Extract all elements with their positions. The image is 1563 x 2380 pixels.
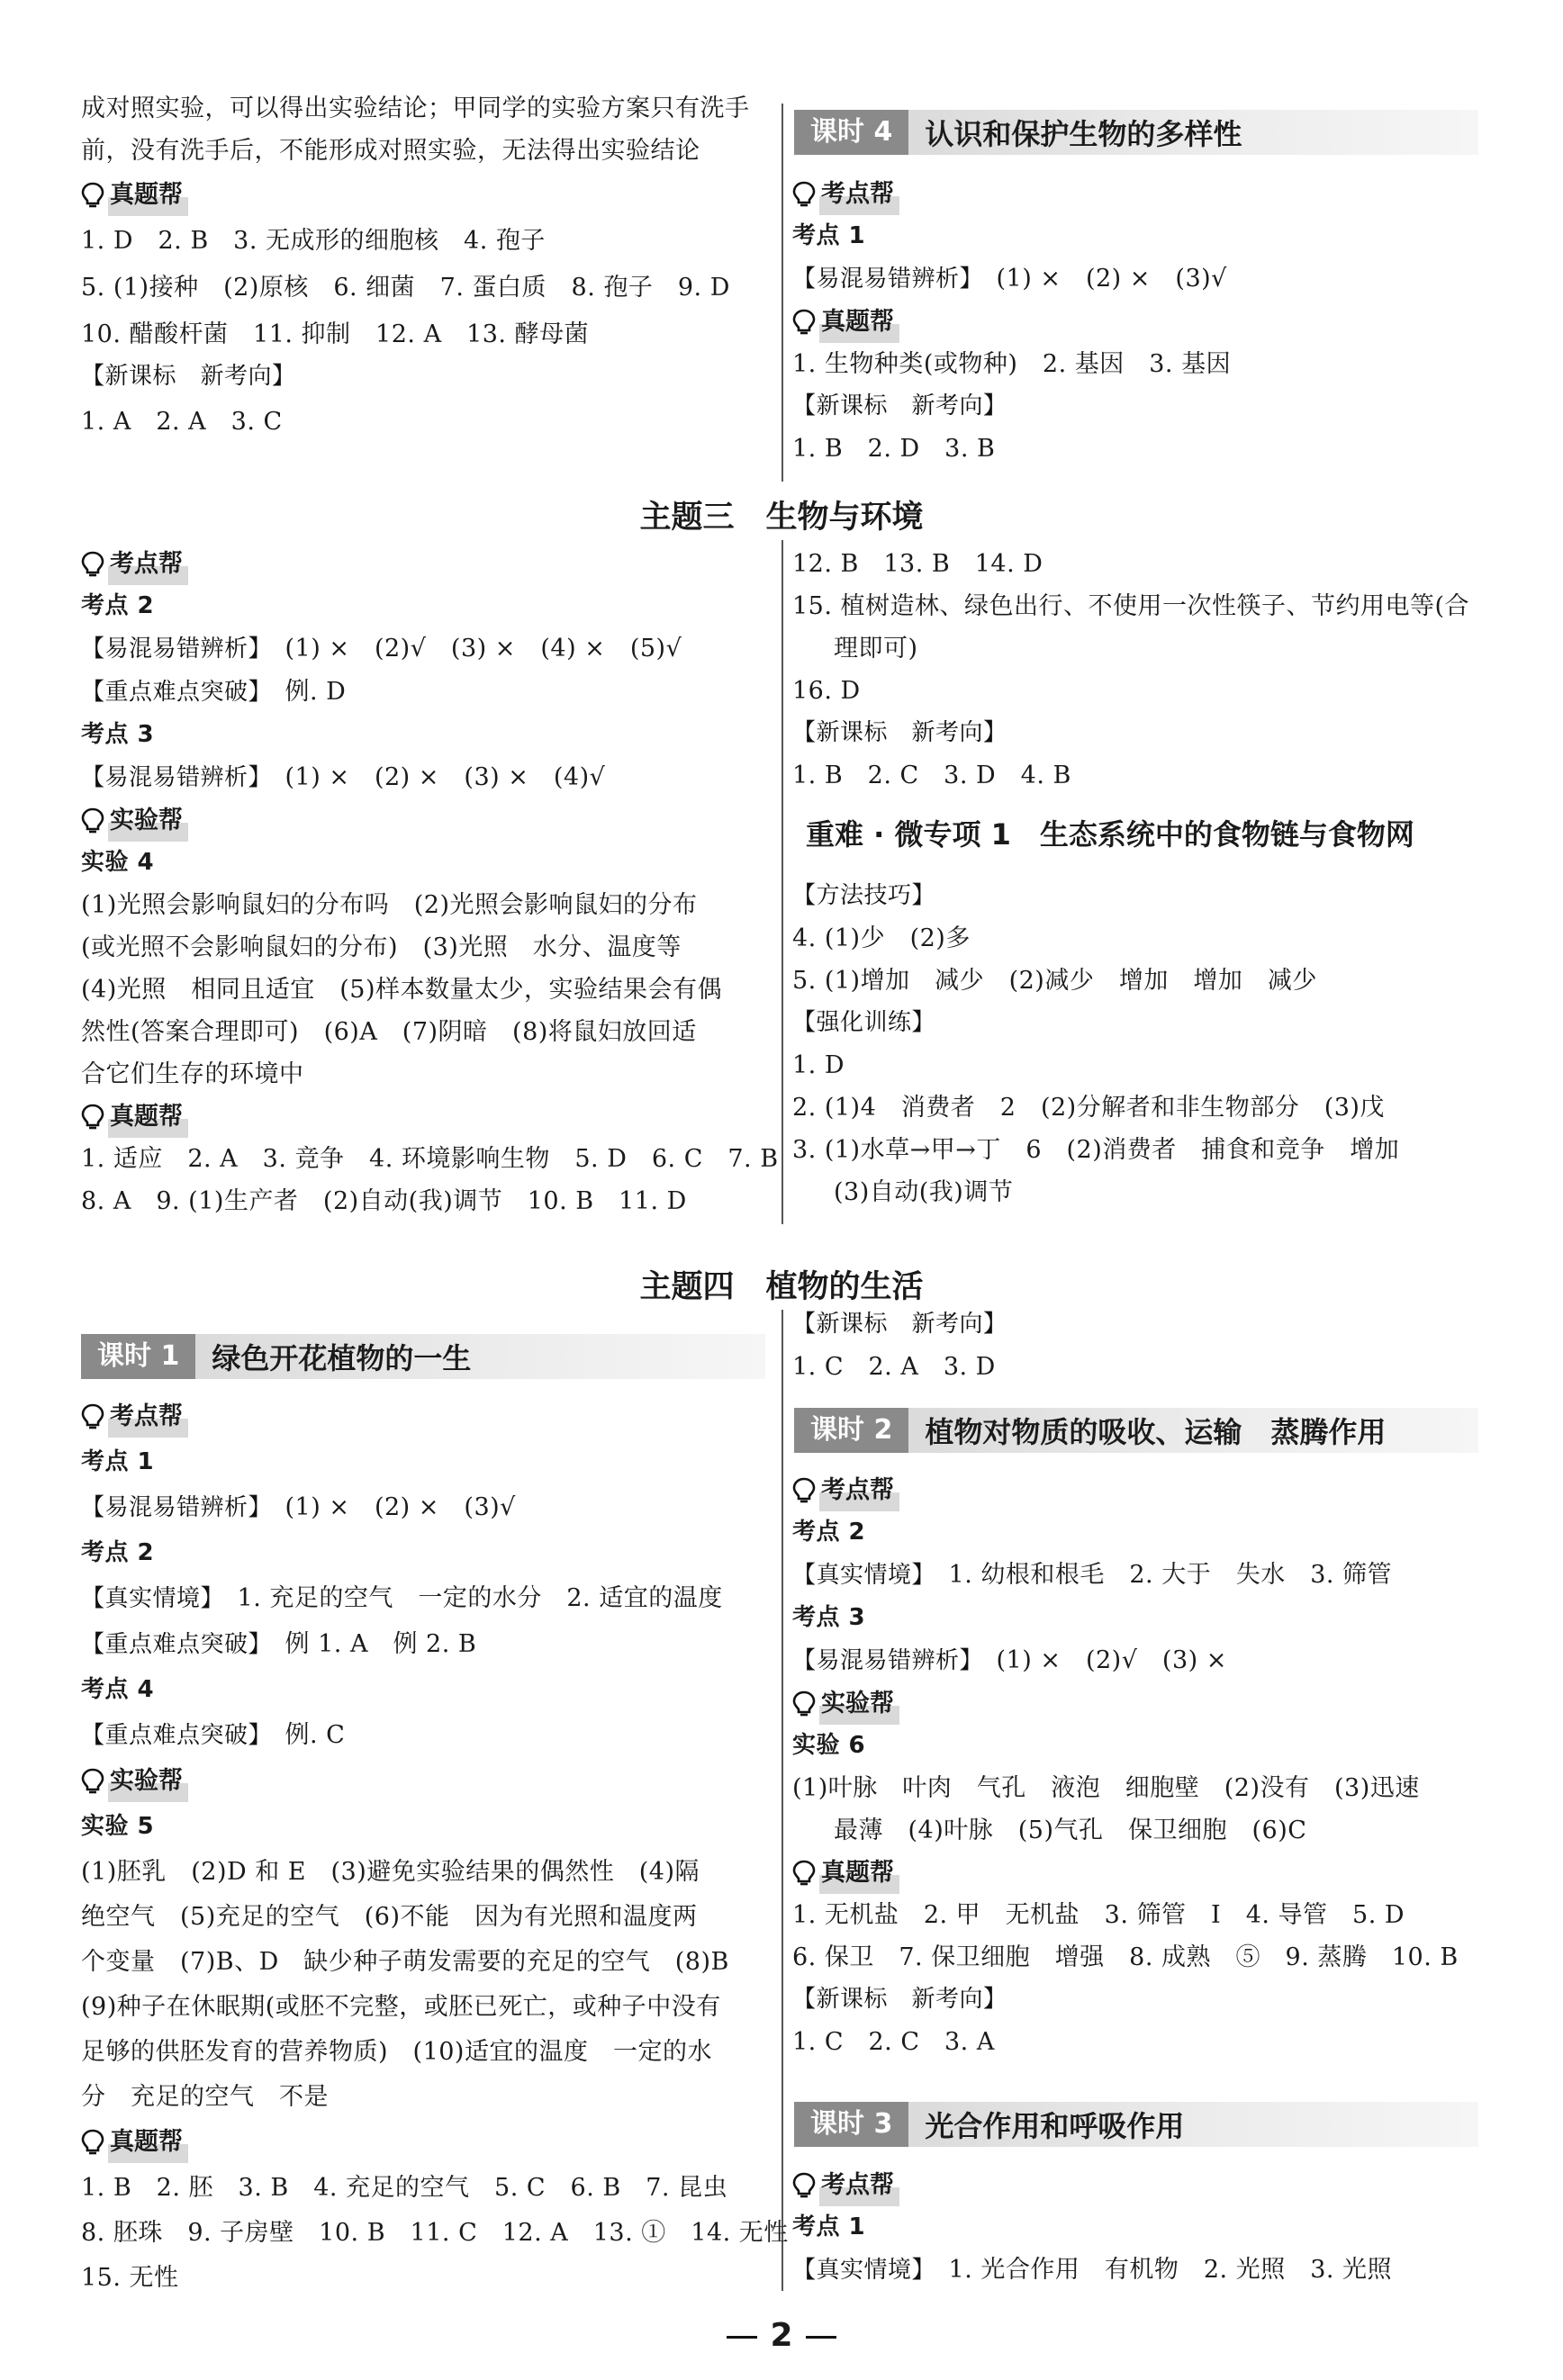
lightbulb-icon (81, 1403, 104, 1430)
answer: 1. 光合作用 有机物 2. 光照 3. 光照 (948, 2256, 1393, 2284)
section-label: 【新课标 新考向】 (792, 1311, 1007, 1338)
experiment-label: 实验 4 (81, 849, 155, 876)
lightbulb-icon (81, 551, 104, 578)
answer-line: 1. C 2. A 3. D (792, 1353, 996, 1381)
text-line: (9)种子在休眠期(或胚不完整，或胚已死亡，或种子中没有 (81, 1993, 721, 2021)
section-label: 【真实情境】 (792, 2257, 925, 2284)
help-header: 考点帮 (792, 2164, 1495, 2206)
help-header: 实验帮 (792, 1682, 1495, 1725)
answer-line: 10. 醋酸杆菌 11. 抑制 12. A 13. 酵母菌 (81, 320, 590, 348)
column-divider-top (782, 104, 783, 482)
answer-line: 4. (1)少 (2)多 (792, 924, 971, 952)
lightbulb-icon (81, 1104, 104, 1131)
lesson-header-4 (794, 110, 1478, 155)
lightbulb-icon (81, 182, 104, 209)
answer: (1) × (2) × (3) × (4)√ (285, 763, 606, 791)
help-header: 真题帮 (81, 2121, 783, 2163)
lightbulb-icon (81, 807, 104, 834)
kaodian-label: 考点 1 (792, 222, 866, 249)
section-label: 【易混易错辨析】 (81, 764, 261, 791)
answer-line: 15. 植树造林、绿色出行、不使用一次性筷子、节约用电等(合 (792, 592, 1470, 620)
answer: 1. 充足的空气 一定的水分 2. 适宜的温度 (237, 1584, 723, 1612)
text-line: 分 充足的空气 不是 (81, 2083, 329, 2111)
answer-line: 1. D 2. B 3. 无成形的细胞核 4. 孢子 (81, 227, 546, 255)
lightbulb-icon (792, 1690, 816, 1717)
lightbulb-icon (792, 1860, 816, 1887)
text-line: 合它们生存的环境中 (81, 1060, 304, 1088)
kaodian-label: 考点 1 (792, 2213, 866, 2240)
experiment-label: 实验 6 (792, 1732, 866, 1759)
answer-line: 理即可) (834, 635, 918, 663)
page-number (0, 2317, 1563, 2354)
lesson-tag: 课时 1 (81, 1334, 195, 1379)
special-topic-heading: 重难 · 微专项 1 生态系统中的食物链与食物网 (806, 817, 1414, 852)
section-label: 【新课标 新考向】 (792, 392, 1007, 419)
answer: 1. 幼根和根毛 2. 大于 失水 3. 筛管 (948, 1561, 1393, 1589)
answer-line: 1. B 2. C 3. D 4. B (792, 762, 1071, 789)
lightbulb-icon (81, 1768, 104, 1795)
kaodian-label: 考点 2 (81, 1539, 155, 1566)
text-line: (或光照不会影响鼠妇的分布) (3)光照 水分、温度等 (81, 933, 682, 961)
section-label: 【方法技巧】 (792, 882, 936, 909)
answer-line: 1. D (792, 1051, 845, 1079)
dash-right (806, 2336, 836, 2339)
lesson-title: 认识和保护生物的多样性 (925, 117, 1242, 151)
lesson-header-1 (81, 1334, 765, 1379)
answer-line: 1. 无机盐 2. 甲 无机盐 3. 筛管 Ⅰ 4. 导管 5. D (792, 1901, 1405, 1929)
section-label: 【真实情境】 (81, 1585, 213, 1612)
section-label: 【重点难点突破】 (81, 1631, 261, 1658)
answer: (1) × (2) × (3)√ (996, 265, 1227, 293)
kaodian-label: 考点 3 (81, 721, 155, 748)
kaodian-label: 考点 4 (81, 1676, 155, 1703)
lightbulb-icon (792, 2172, 816, 2199)
lightbulb-icon (792, 181, 816, 208)
help-header: 考点帮 (81, 1395, 783, 1438)
lesson-header-2 (794, 1408, 1478, 1453)
section-label: 【易混易错辨析】 (792, 1647, 972, 1674)
help-header: 真题帮 (81, 1095, 783, 1138)
answer-line: 8. A 9. (1)生产者 (2)自动(我)调节 10. B 11. D (81, 1187, 687, 1215)
section-label: 【强化训练】 (792, 1009, 936, 1036)
answer-line: 5. (1)接种 (2)原核 6. 细菌 7. 蛋白质 8. 孢子 9. D (81, 274, 730, 302)
text-line: 然性(答案合理即可) (6)A (7)阴暗 (8)将鼠妇放回适 (81, 1018, 697, 1046)
kaodian-label: 考点 1 (81, 1448, 155, 1475)
bottom-right-column (792, 1469, 1495, 2063)
lesson-title: 光合作用和呼吸作用 (925, 2109, 1185, 2143)
text-line: (4)光照 相同且适宜 (5)样本数量太少，实验结果会有偶 (81, 976, 722, 1004)
kaodian-label: 考点 3 (792, 1604, 866, 1631)
text-line: 个变量 (7)B、D 缺少种子萌发需要的充足的空气 (8)B (81, 1948, 729, 1976)
middle-left-column (81, 543, 783, 1222)
answer-line: 1. C 2. C 3. A (792, 2028, 995, 2056)
lesson-tag: 课时 3 (794, 2102, 908, 2147)
answer: (1) × (2)√ (3) × (4) × (5)√ (285, 635, 682, 663)
theme-four-heading: 主题四 植物的生活 (639, 1269, 924, 1305)
text-line: 最薄 (4)叶脉 (5)气孔 保卫细胞 (6)C (834, 1817, 1307, 1844)
lightbulb-icon (792, 1477, 816, 1504)
top-right-column (792, 173, 1495, 470)
theme-three-heading: 主题三 生物与环境 (639, 500, 924, 536)
answer: 例. D (285, 678, 347, 706)
answer-line: 15. 无性 (81, 2264, 179, 2292)
answer-line: 6. 保卫 7. 保卫细胞 增强 8. 成熟 ⑤ 9. 蒸腾 10. B (792, 1943, 1459, 1971)
section-label: 【真实情境】 (792, 1562, 925, 1589)
bottom-right-last (792, 2164, 1495, 2292)
answer-line: (3)自动(我)调节 (834, 1178, 1014, 1206)
dash-left (727, 2336, 757, 2339)
middle-right-column (792, 543, 1495, 797)
text-line: 成对照实验，可以得出实验结论；甲同学的实验方案只有洗手 (81, 95, 750, 122)
experiment-label: 实验 5 (81, 1813, 155, 1840)
kaodian-label: 考点 2 (81, 592, 155, 619)
answer-line: 3. (1)水草→甲→丁 6 (2)消费者 捕食和竞争 增加 (792, 1136, 1400, 1164)
kaodian-label: 考点 2 (792, 1519, 866, 1546)
answer: (1) × (2)√ (3) × (996, 1646, 1227, 1674)
text-line: (1)叶脉 叶肉 气孔 液泡 细胞壁 (2)没有 (3)迅速 (792, 1774, 1420, 1802)
help-header: 考点帮 (81, 543, 783, 585)
lightbulb-icon (81, 2129, 104, 2156)
lesson-header-3 (794, 2102, 1478, 2147)
help-header: 真题帮 (792, 1852, 1495, 1894)
text-line: (1)胚乳 (2)D 和 E (3)避免实验结果的偶然性 (4)隔 (81, 1858, 700, 1886)
answer-line: 12. B 13. B 14. D (792, 550, 1044, 578)
text-line: (1)光照会影响鼠妇的分布吗 (2)光照会影响鼠妇的分布 (81, 891, 698, 919)
text-line: 绝空气 (5)充足的空气 (6)不能 因为有光照和温度两 (81, 1903, 698, 1931)
text-line: 足够的供胚发育的营养物质) (10)适宜的温度 一定的水 (81, 2038, 712, 2066)
bottom-left-column (81, 1395, 789, 2299)
answer-line: 5. (1)增加 减少 (2)减少 增加 增加 减少 (792, 967, 1317, 995)
bottom-right-top (792, 1303, 1495, 1388)
answer-line: 16. D (792, 677, 861, 705)
answer-line: 1. B 2. D 3. B (792, 435, 996, 463)
lesson-tag: 课时 4 (794, 110, 908, 155)
help-header: 真题帮 (81, 174, 765, 216)
section-label: 【新课标 新考向】 (792, 719, 1007, 746)
answer-line: 8. 胚珠 9. 子房壁 10. B 11. C 12. A 13. ① 14. 无性 (81, 2219, 789, 2247)
page-number-value: 2 (770, 2317, 793, 2354)
lesson-title: 绿色开花植物的一生 (212, 1341, 472, 1375)
help-header: 真题帮 (792, 301, 1495, 343)
help-header: 考点帮 (792, 173, 1495, 215)
answer-line: 2. (1)4 消费者 2 (2)分解者和非生物部分 (3)戊 (792, 1094, 1385, 1122)
section-label: 【新课标 新考向】 (81, 363, 296, 390)
section-label: 【易混易错辨析】 (81, 1494, 261, 1521)
lesson-tag: 课时 2 (794, 1408, 908, 1453)
top-left-column (81, 87, 765, 443)
lightbulb-icon (792, 309, 816, 336)
section-label: 【重点难点突破】 (81, 1722, 261, 1749)
answer: (1) × (2) × (3)√ (285, 1493, 516, 1521)
help-header: 考点帮 (792, 1469, 1495, 1511)
answer-line: 1. 适应 2. A 3. 竞争 4. 环境影响生物 5. D 6. C 7. B (81, 1145, 779, 1173)
section-label: 【易混易错辨析】 (81, 636, 261, 663)
lesson-title: 植物对物质的吸收、运输 蒸腾作用 (925, 1415, 1387, 1449)
special-topic-column (792, 875, 1495, 1213)
answer-line: 1. A 2. A 3. C (81, 408, 283, 436)
help-header: 实验帮 (81, 1760, 783, 1802)
answer: 例. C (285, 1721, 346, 1749)
section-label: 【重点难点突破】 (81, 679, 261, 706)
help-header: 实验帮 (81, 799, 783, 842)
answer-line: 1. B 2. 胚 3. B 4. 充足的空气 5. C 6. B 7. 昆虫 (81, 2174, 728, 2202)
answer: 例 1. A 例 2. B (285, 1630, 477, 1658)
answer-line: 1. 生物种类(或物种) 2. 基因 3. 基因 (792, 350, 1232, 378)
section-label: 【易混易错辨析】 (792, 266, 972, 293)
text-line: 前，没有洗手后，不能形成对照实验，无法得出实验结论 (81, 137, 700, 165)
section-label: 【新课标 新考向】 (792, 1986, 1007, 2013)
